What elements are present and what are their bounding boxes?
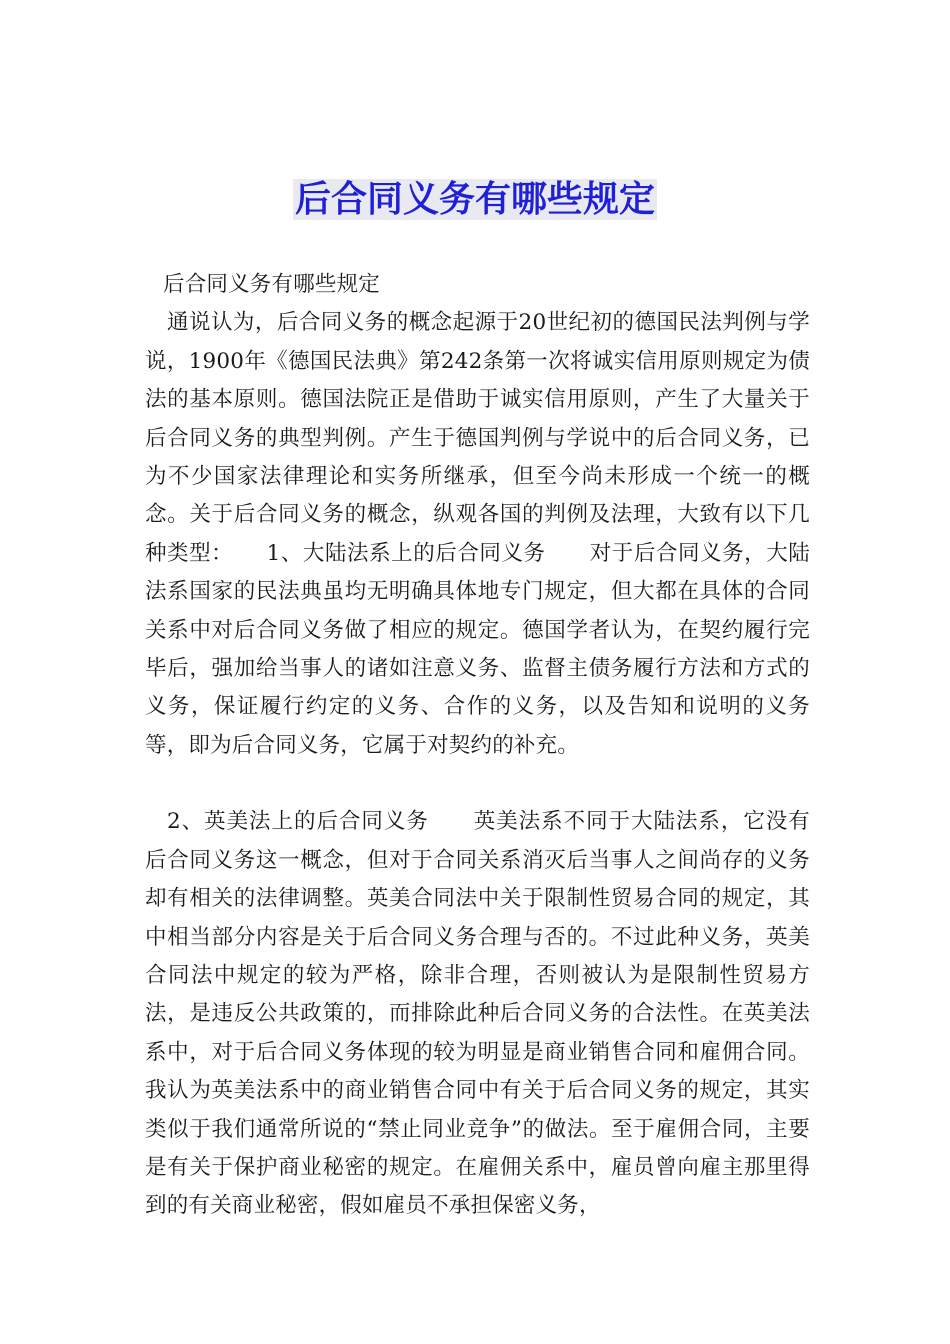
paragraph-2: 2、英美法上的后合同义务 英美法系不同于大陆法系，它没有后合同义务这一概念，但对于合同关系消灭后当事人之间尚存的义务却有相关的法律调整。英美合同法中关于限制性贸易合同的规定，其中相当部分内容是关于后合同义务合理与否的。不过此种义务，英美合同法中规定的较为严格，除非合理，否则被认为是限制性贸易方法，是违反公共政策的，而排除此种后合同义务的合法性。在英美法系中，对于后合同义务体现的较为明显是商业销售合同和雇佣合同。我认为英美法系中的商业销售合同中有关于后合同义务的规定，其实类似于我们通常所说的“禁止同业竞争”的做法。至于雇佣合同，主要是有关于保护商业秘密的规定。在雇佣关系中，雇员曾向雇主那里得到的有关商业秘密，假如雇员不承担保密义务， — [145, 809, 810, 1219]
document-subtitle: 后合同义务有哪些规定 — [163, 272, 381, 297]
paragraph-gap — [145, 765, 810, 803]
document-title — [0, 172, 950, 228]
document-title-text: 后合同义务有哪些规定 — [294, 179, 655, 220]
paragraph-1: 通说认为，后合同义务的概念起源于20世纪初的德国民法判例与学说，1900年《德国民法典》第242条第一次将诚实信用原则规定为债法的基本原则。德国法院正是借助于诚实信用原则，产生了大量关于后合同义务的典型判例。产生于德国判例与学说中的后合同义务，已为不少国家法律理论和实务所继承，但至今尚未形成一个统一的概念。关于后合同义务的概念，纵观各国的判例及法理，大致有以下几种类型： 1、大陆法系上的后合同义务 对于后合同义务，大陆法系国家的民法典虽均无明确具体地专门规定，但大都在具体的合同关系中对后合同义务做了相应的规定。德国学者认为，在契约履行完毕后，强加给当事人的诸如注意义务、监督主债务履行方法和方式的义务，保证履行约定的义务、合作的义务，以及告知和说明的义务等，即为后合同义务，它属于对契约的补充。 — [145, 310, 810, 758]
document-body — [145, 266, 810, 1226]
